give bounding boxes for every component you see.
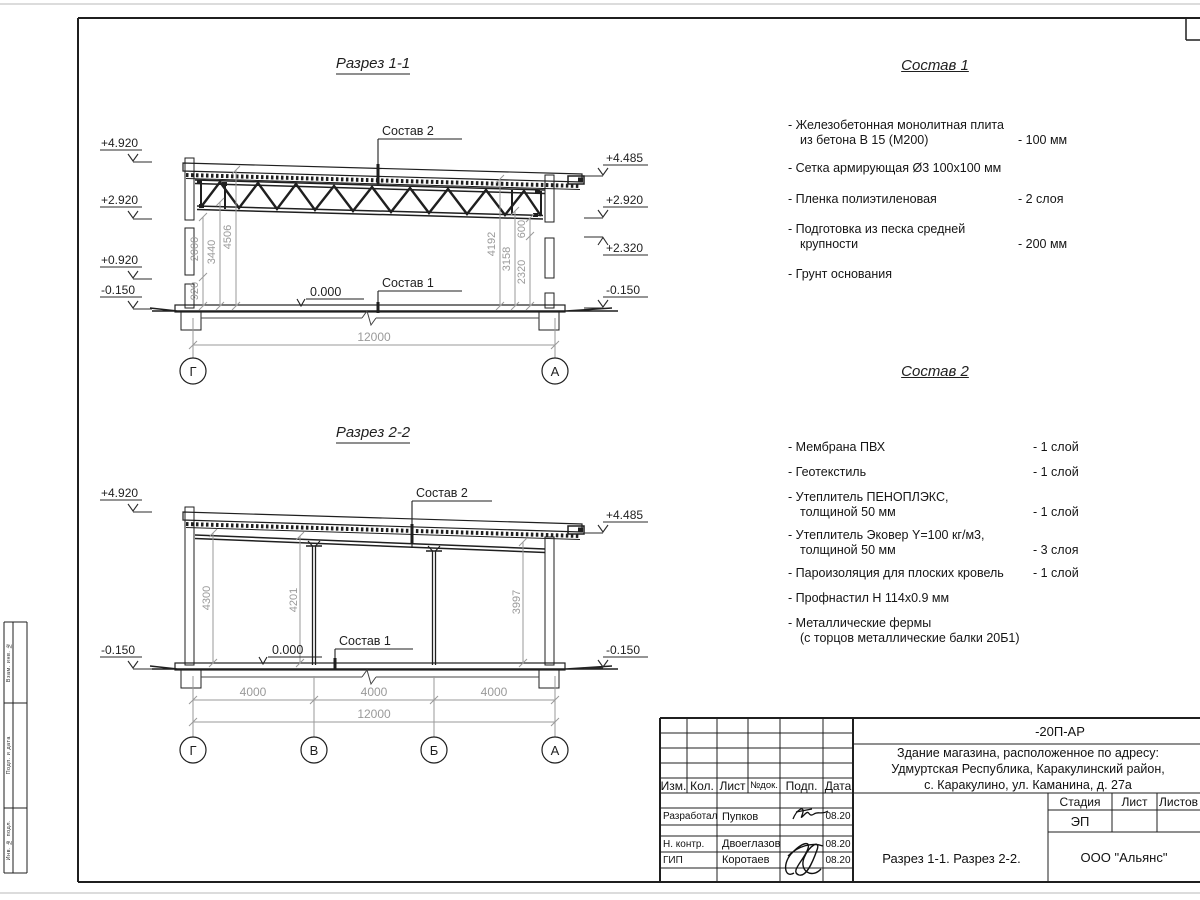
dim-label: 3440 [206,239,218,265]
dim-label: 3997 [511,589,523,615]
tb-stage-value: ЭП [1070,813,1090,829]
elevation-value: +4.920 [101,486,139,500]
margin-strip-cell [4,622,13,703]
dim-label: 3158 [501,246,513,272]
tb-role: Н. контр. [663,838,705,850]
tb-role: Разработал [663,811,718,822]
dim-label: 4300 [201,585,213,611]
signature-gip [786,844,823,876]
dim-label: 600 [516,219,528,239]
tb-header-izm: Изм. [660,778,687,793]
axis-label: Б [429,743,439,758]
list-item: - Геотекстиль - 1 слой [788,465,1079,479]
margin-strip-cell [4,808,13,873]
elevation-value: -0.150 [606,283,641,297]
zero-level-label: 0.000 [310,285,342,299]
tb-listov-header: Листов [1159,794,1198,809]
elevation-value: +4.485 [606,151,644,165]
tb-role: ГИП [663,854,683,866]
list-item: - Утеплитель Эковер Y=100 кг/м3, толщиной 50 мм - 3 слоя [788,528,1079,557]
margin-strip-label: Инв. № подл. [5,820,12,861]
tb-sheet-title: Разрез 1-1. Разрез 2-2. [882,850,1021,866]
axis-label: А [550,364,560,379]
list-item: - Профнастил Н 114х0.9 мм [788,591,950,605]
sostav2-heading: Состав 2 [901,363,969,380]
list-item: - Подготовка из песка средней крупности - 200 мм [788,222,1068,251]
list-item: - Мембрана ПВХ - 1 слой [788,440,1079,454]
sostav1-heading: Состав 1 [901,57,969,74]
tb-address: Здание магазина, расположенное по адресу: Удмуртская Республика, Каракулинский район, с. Каракулино, ул. Каманина, д. 27а [891,745,1165,792]
tb-date: 08.20 [825,854,851,866]
dim-label: 4000 [480,685,508,699]
section-1-1-drawing [100,55,648,384]
list-item: - Пароизоляция для плоских кровель - 1 слой [788,566,1079,580]
list-item: - Сетка армирующая Ø3 100х100 мм [788,161,1002,175]
list-item: - Металлические фермы (с торцов металлические балки 20Б1) [788,616,1020,645]
dim-label: 4506 [222,224,234,250]
tb-name: Коротаев [722,854,770,866]
section2-title: Разрез 2-2 [335,424,411,441]
tb-doc-code: -20П-АР [1035,723,1085,739]
sostav1-list [788,118,1118,282]
tb-stage-header: Стадия [1059,794,1101,809]
list-item: - Пленка полиэтиленовая - 2 слоя [788,192,1064,206]
tb-header-ndok: №док. [750,780,778,791]
elevation-value: +0.920 [101,253,139,267]
floor-1 [150,305,618,330]
dim-label: 4192 [486,231,498,257]
sostav2-leader-label: Состав 2 [416,486,468,500]
sostav1-leader-label: Состав 1 [382,276,434,290]
list-item: - Утеплитель ПЕНОПЛЭКС, толщиной 50 мм - 1 слой [788,490,1079,519]
sostav2-list [788,440,1118,646]
dim-label: 4201 [288,587,300,613]
axis-label: В [309,743,319,758]
elevation-value: +4.920 [101,136,139,150]
total-dim-label: 12000 [357,330,391,344]
margin-strip-label: Взам. инв. № [5,642,12,683]
tb-name: Двоеглазов [722,838,781,850]
tb-date: 08.20 [825,811,851,822]
tb-header-data: Дата [824,778,852,793]
tb-org: ООО "Альянс" [1080,849,1168,865]
list-item: - Грунт основания [788,267,893,281]
elevation-value: -0.150 [101,283,136,297]
elevation-value: -0.150 [101,643,136,657]
list-item: - Железобетонная монолитная плита из бетона В 15 (М200) - 100 мм [788,118,1068,147]
dim-label: 2000 [189,236,201,262]
dim-label: 4000 [360,685,388,699]
section1-title: Разрез 1-1 [335,55,411,72]
section-2-2-drawing [100,424,648,763]
axis-label: Г [189,743,197,758]
tb-header-kol: Кол. [690,778,714,793]
sostav1-leader-label: Состав 1 [339,634,391,648]
dim-label: 4000 [239,685,267,699]
sostav2-leader-label: Состав 2 [382,124,434,138]
elevation-value: +2.920 [101,193,139,207]
elevation-value: +2.920 [606,193,644,207]
margin-strip-cell [4,703,13,808]
tb-header-list: Лист [719,778,746,793]
dim-label: 920 [189,281,201,301]
dim-label: 2320 [516,259,528,285]
elevation-value: -0.150 [606,643,641,657]
elevation-value: +4.485 [606,508,644,522]
elevation-value: +2.320 [606,241,644,255]
axis-label: Г [189,364,197,379]
tb-header-podp: Подп. [785,778,818,793]
tb-list-header: Лист [1121,794,1148,809]
margin-strip-label: Подп. и дата [5,736,12,775]
roof-beam-2 [195,535,545,553]
roof-truss [195,180,545,219]
tb-name: Пупков [722,810,759,823]
tb-date: 08.20 [825,838,851,850]
axis-label: А [550,743,560,758]
zero-level-label: 0.000 [272,643,304,657]
total-dim-label: 12000 [357,707,391,721]
